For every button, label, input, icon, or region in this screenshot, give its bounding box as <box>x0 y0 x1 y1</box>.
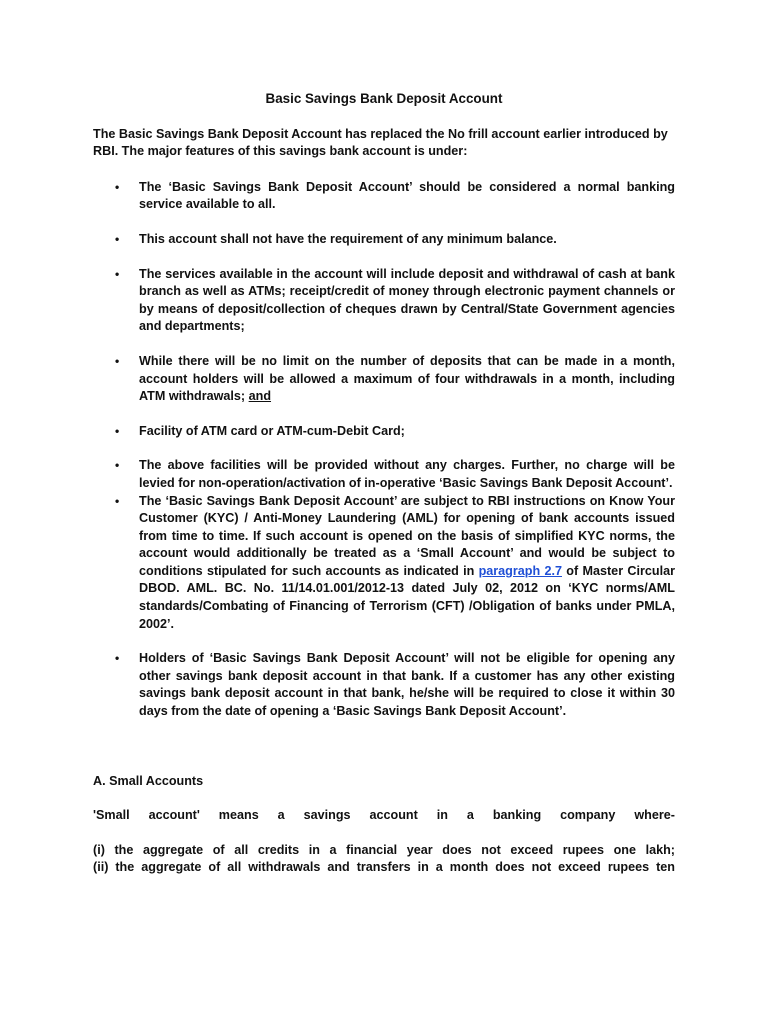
list-item <box>93 493 675 634</box>
list-item-text: of Master Circular DBOD. AML. BC. No. 11/14.01.001/2012-13 dated July 02, 2012 on ‘KYC norms/AML standards/Combating of Financing of Terrorism (CFT) /Obligation of banks under PMLA, 2002’. <box>139 563 675 631</box>
list-item-text: The ‘Basic Savings Bank Deposit Account’ are subject to RBI instructions on Know Your Customer (KYC) / Anti-Money Laundering (AML) for opening of bank accounts issued from time to time. If such account is opened on the basis of simplified KYC norms, the account would additionally be treated as a ‘Small Account’ and would be subject to conditions stipulated for such accounts as indicated in <box>139 493 675 578</box>
underlined-and: and <box>248 389 272 404</box>
definition-word: savings <box>303 808 351 823</box>
list-item-text: Facility of ATM card or ATM-cum-Debit Card; <box>139 423 405 438</box>
definition-word: means <box>218 808 259 823</box>
definition-line <box>93 807 675 825</box>
definition-word: account <box>369 808 418 823</box>
paragraph-link[interactable]: paragraph 2.7 <box>478 563 562 578</box>
list-item-text: While there will be no limit on the number of deposits that can be made in a month, account holders will be allowed a maximum of four withdrawals in a month, including ATM withdrawals; <box>139 353 675 404</box>
definition-word: a <box>466 808 474 823</box>
list-item-text: This account shall not have the requirement of any minimum balance. <box>139 231 557 246</box>
list-item <box>93 423 675 441</box>
clause-ii: (ii) the aggregate of all withdrawals and transfers in a month does not exceed rupees ten <box>93 860 675 875</box>
bullet-icon: • <box>115 231 120 246</box>
document-body <box>93 90 675 877</box>
list-item <box>93 266 675 336</box>
list-item <box>93 353 675 406</box>
definition-word: a <box>277 808 285 823</box>
list-item-text: The above facilities will be provided without any charges. Further, no charge will be levied for non-operation/activation of in-operative ‘Basic Savings Bank Deposit Account’. <box>139 458 675 490</box>
definition-word: 'Small <box>93 808 130 823</box>
list-item-text: Holders of ‘Basic Savings Bank Deposit Account’ will not be eligible for opening any other savings bank deposit account in that bank. If a customer has any other existing savings bank deposit account in that bank, he/she will be required to close it within 30 days from the date of opening a ‘Basic Savings Bank Deposit Account’. <box>139 651 675 719</box>
bullet-icon: • <box>115 458 120 473</box>
definition-word: where- <box>634 808 675 823</box>
bullet-icon: • <box>115 266 120 281</box>
definition-word: in <box>436 808 448 823</box>
list-item <box>93 457 675 492</box>
bullet-icon: • <box>115 353 120 368</box>
definition-word: banking <box>492 808 542 823</box>
list-item <box>93 650 675 720</box>
bullet-icon: • <box>115 493 120 508</box>
bullet-icon: • <box>115 651 120 666</box>
clause-i: (i) the aggregate of all credits in a financial year does not exceed rupees one lakh; <box>93 842 675 857</box>
definition-word: company <box>560 808 616 823</box>
section-heading: A. Small Accounts <box>93 773 204 788</box>
list-item-text: The services available in the account will include deposit and withdrawal of cash at bank branch as well as ATMs; receipt/credit of money through electronic payment channels or by means of deposit/collection of cheques drawn by Central/State Government agencies and departments; <box>139 266 675 334</box>
definition-word: account' <box>148 808 200 823</box>
list-item-text: The ‘Basic Savings Bank Deposit Account’ should be considered a normal banking service available to all. <box>139 179 675 212</box>
list-item <box>93 231 675 249</box>
bullet-icon: • <box>115 423 120 438</box>
feature-list <box>93 179 675 721</box>
list-item <box>93 179 675 214</box>
page-title: Basic Savings Bank Deposit Account <box>265 91 503 106</box>
bullet-icon: • <box>115 179 120 194</box>
intro-paragraph: The Basic Savings Bank Deposit Account has replaced the No frill account earlier introduced by RBI. The major features of this savings bank account is under: <box>93 126 668 159</box>
